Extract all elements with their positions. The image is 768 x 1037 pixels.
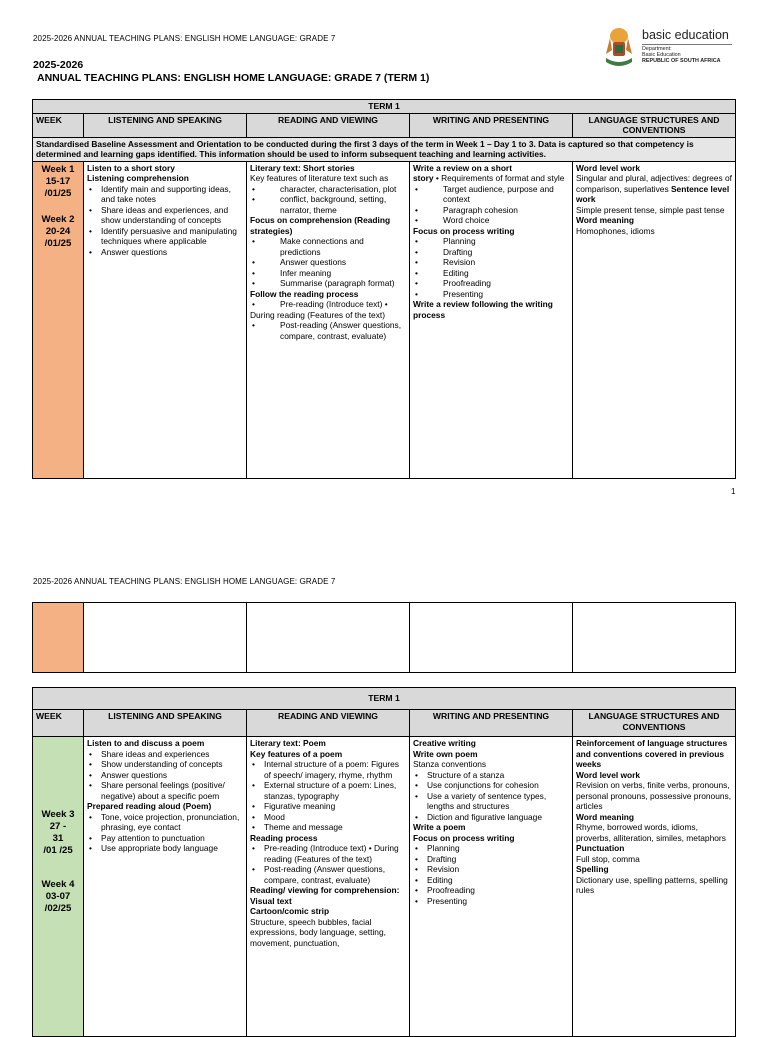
week-cell: [33, 161, 84, 478]
cell-heading: Key features of a poem: [250, 748, 343, 759]
language-structures-cell: [573, 603, 736, 673]
document-year: 2025-2026: [33, 59, 84, 71]
column-header-language: LANGUAGE STRUCTURES AND CONVENTIONS: [573, 710, 736, 737]
cell-text: Stanza conventions: [413, 759, 487, 769]
list-item: • Use conjunctions for cohesion: [413, 780, 569, 791]
list-item: • Share personal feelings (positive/ negative) about a specific poem: [87, 780, 243, 801]
language-structures-cell: [573, 161, 736, 478]
column-header-language: LANGUAGE STRUCTURES AND CONVENTIONS: [573, 113, 736, 137]
week-dates: /01/25: [44, 237, 72, 249]
reading-viewing-cell: [247, 737, 410, 1037]
cell-heading: Focus on process writing: [413, 225, 515, 236]
bullet-list: [87, 749, 243, 802]
list-item: • Infer meaning: [250, 268, 406, 279]
bullet-list: [413, 184, 569, 226]
list-item: • Make connections and predictions: [250, 236, 406, 257]
listening-speaking-cell: [84, 603, 247, 673]
list-item: • Diction and figurative language: [413, 812, 569, 823]
list-item: • Identify persuasive and manipulating techniques where applicable: [87, 226, 243, 247]
cell-heading: story: [413, 173, 434, 183]
list-item: • Share ideas and experiences: [87, 749, 243, 760]
list-item: • Mood: [250, 812, 406, 823]
cell-heading: Write a poem: [413, 822, 466, 832]
cell-text: Singular and plural, adjectives: degrees of comparison, superlatives: [576, 173, 732, 194]
column-header-week: WEEK: [33, 710, 84, 737]
cell-text: Homophones, idioms: [576, 225, 655, 236]
term-header: TERM 1: [33, 688, 736, 710]
list-item: • Figurative meaning: [250, 801, 406, 812]
cell-text: • Requirements of format and style: [435, 173, 565, 183]
list-item: • Answer questions: [250, 257, 406, 268]
column-header-writing: WRITING AND PRESENTING: [410, 113, 573, 137]
cell-heading: Word meaning: [576, 215, 635, 225]
document-title: ANNUAL TEACHING PLANS: ENGLISH HOME LANGUAGE: GRADE 7 (TERM 1): [37, 72, 430, 84]
logo-divider: [642, 44, 732, 45]
week-dates: 03-07: [45, 891, 71, 902]
week-dates: /01/25: [44, 187, 72, 199]
week-label: Week 4: [41, 879, 75, 890]
cell-heading: Listen to a short story: [87, 162, 175, 173]
list-item: • Revision: [413, 257, 569, 268]
week-cell: [33, 737, 84, 1037]
column-header-listening: LISTENING AND SPEAKING: [84, 113, 247, 137]
reading-viewing-cell: [247, 161, 410, 478]
page-number: 1: [731, 487, 736, 496]
cell-text: Key features of literature text such as: [250, 173, 389, 183]
cell-heading: Word meaning: [576, 811, 635, 822]
list-item: • Pre-reading (Introduce text) •: [250, 299, 406, 310]
list-item: • Tone, voice projection, pronunciation, phrasing, eye contact: [87, 812, 243, 833]
logo-name: basic education: [642, 28, 729, 42]
bullet-list: [413, 843, 569, 906]
bullet-list: [87, 184, 243, 258]
term-header: TERM 1: [33, 100, 736, 114]
running-header: 2025-2026 ANNUAL TEACHING PLANS: ENGLISH HOME LANGUAGE: GRADE 7: [33, 34, 336, 43]
list-item: • Pre-reading (Introduce text) • During reading (Features of the text): [250, 843, 406, 864]
list-item: • Post-reading (Answer questions, compare, contrast, evaluate): [250, 864, 406, 885]
writing-presenting-cell: [410, 161, 573, 478]
cell-heading: Reading/ viewing for comprehension:: [250, 885, 400, 895]
bullet-list: [250, 184, 406, 216]
department-logo: [600, 24, 740, 72]
cell-heading: Literary text: Short stories: [250, 162, 355, 173]
list-item: • Summarise (paragraph format): [250, 278, 406, 289]
cell-heading: Sentence level work: [576, 183, 730, 204]
cell-text: Dictionary use, spelling patterns, spelling rules: [576, 874, 728, 895]
list-item: • Word choice: [413, 215, 569, 226]
list-item: • Planning: [413, 843, 569, 854]
cell-heading: Literary text: Poem: [250, 738, 326, 748]
cell-heading: Listen to and discuss a poem: [87, 738, 205, 748]
week-dates: 15-17: [45, 175, 71, 187]
list-item: • Drafting: [413, 854, 569, 865]
list-item: • Answer questions: [87, 770, 243, 781]
cell-text: Full stop, comma: [576, 853, 640, 864]
week-label: Week 3: [41, 809, 75, 820]
cell-heading: Prepared reading aloud (Poem): [87, 801, 212, 811]
list-item: • Revision: [413, 864, 569, 875]
week-label: Week 2: [41, 213, 75, 225]
list-item: • Use appropriate body language: [87, 843, 243, 854]
cell-heading: Write own poem: [413, 748, 478, 759]
bullet-list: [413, 236, 569, 299]
list-item: • Structure of a stanza: [413, 770, 569, 781]
cell-heading: Follow the reading process: [250, 288, 359, 299]
cell-text: Revision on verbs, finite verbs, pronouns,: [576, 780, 730, 790]
cell-heading: Listening comprehension: [87, 173, 189, 183]
column-header-reading: READING AND VIEWING: [247, 710, 410, 737]
cell-text: Simple present tense, simple past tense: [576, 204, 725, 215]
column-header-week: WEEK: [33, 113, 84, 137]
week-dates: 31: [52, 833, 64, 844]
bullet-list: [413, 770, 569, 823]
list-item: • Theme and message: [250, 822, 406, 833]
bullet-list: [87, 812, 243, 854]
list-item: • Editing: [413, 268, 569, 279]
cell-heading: Cartoon/comic strip: [250, 906, 330, 916]
list-item: • Internal structure of a poem: Figures of speech/ imagery, rhyme, rhythm: [250, 759, 406, 780]
week-dates: 20-24: [45, 225, 71, 237]
listening-speaking-cell: [84, 737, 247, 1037]
logo-line3: REPUBLIC OF SOUTH AFRICA: [642, 58, 721, 64]
cell-heading: Word level work: [576, 162, 641, 173]
language-structures-cell: [573, 737, 736, 1037]
bullet-list: [250, 320, 406, 341]
continuation-table: [32, 602, 736, 673]
list-item: • Proofreading: [413, 885, 569, 896]
logo-subtitle: [642, 46, 721, 64]
week-cell: [33, 603, 84, 673]
cell-text: Rhyme, borrowed words, idioms, proverbs, alliteration, similes, metaphors: [576, 822, 726, 843]
list-item: • Use a variety of sentence types, lengths and structures: [413, 791, 569, 812]
column-header-writing: WRITING AND PRESENTING: [410, 710, 573, 737]
logo-line1: Department:: [642, 46, 672, 52]
cell-heading: Write a review following the writing process: [413, 299, 553, 320]
list-item: • Pay attention to punctuation: [87, 833, 243, 844]
week-dates: 27 -: [49, 821, 67, 832]
running-header: 2025-2026 ANNUAL TEACHING PLANS: ENGLISH HOME LANGUAGE: GRADE 7: [33, 577, 336, 586]
bullet-list: [250, 236, 406, 289]
list-item: • Proofreading: [413, 278, 569, 289]
reading-viewing-cell: [247, 603, 410, 673]
list-item: • Show understanding of concepts: [87, 759, 243, 770]
cell-text: personal pronouns, possessive pronouns, articles: [576, 790, 732, 811]
cell-heading: Visual text: [250, 895, 292, 906]
cell-heading: Write a review on a short: [413, 162, 512, 173]
list-item: • Planning: [413, 236, 569, 247]
cell-heading: Spelling: [576, 864, 609, 874]
listening-speaking-cell: [84, 161, 247, 478]
list-item: • Target audience, purpose and context: [413, 184, 569, 205]
teaching-plan-table-page1: [32, 99, 736, 479]
writing-presenting-cell: [410, 737, 573, 1037]
list-item: • Post-reading (Answer questions, compare, contrast, evaluate): [250, 320, 406, 341]
bullet-list: [250, 299, 406, 310]
cell-heading: Word level work: [576, 769, 641, 780]
logo-line2: Basic Education: [642, 52, 681, 58]
list-item: • Identify main and supporting ideas, and take notes: [87, 184, 243, 205]
cell-text: Structure, speech bubbles, facial expressions, body language, setting, movement, punctuation,: [250, 916, 386, 948]
cell-heading: Punctuation: [576, 843, 625, 853]
baseline-assessment-note: Standardised Baseline Assessment and Orientation to be conducted during the first 3 days of the term in Week 1 – Day 1 to 3. Data is captured so that competency is determined and learning gaps identified. This information should be used to inform subsequent teaching and learning activities.: [33, 137, 736, 161]
week-dates: /02/25: [44, 903, 72, 914]
writing-presenting-cell: [410, 603, 573, 673]
cell-heading: Creative writing: [413, 738, 476, 748]
cell-heading: Focus on comprehension (Reading strategies): [250, 215, 391, 236]
cell-heading: Focus on process writing: [413, 832, 515, 843]
bullet-list: [250, 759, 406, 833]
bullet-list: [250, 843, 406, 885]
list-item: • Presenting: [413, 289, 569, 300]
teaching-plan-table-page2: [32, 687, 736, 1037]
coat-of-arms-icon: [600, 24, 638, 70]
week-dates: /01 /25: [43, 845, 73, 856]
list-item: • Presenting: [413, 896, 569, 907]
list-item: • conflict, background, setting, narrator, theme: [250, 194, 406, 215]
list-item: • Drafting: [413, 247, 569, 258]
week-label: Week 1: [41, 163, 75, 175]
list-item: • Editing: [413, 875, 569, 886]
cell-text: During reading (Features of the text): [250, 309, 385, 320]
list-item: • Paragraph cohesion: [413, 205, 569, 216]
cell-heading: Reading process: [250, 832, 318, 843]
column-header-reading: READING AND VIEWING: [247, 113, 410, 137]
list-item: • Share ideas and experiences, and show understanding of concepts: [87, 205, 243, 226]
list-item: • Answer questions: [87, 247, 243, 258]
list-item: • External structure of a poem: Lines, stanzas, typography: [250, 780, 406, 801]
column-header-listening: LISTENING AND SPEAKING: [84, 710, 247, 737]
cell-heading: Reinforcement of language structures and conventions covered in previous weeks: [576, 738, 728, 769]
list-item: • character, characterisation, plot: [250, 184, 406, 195]
